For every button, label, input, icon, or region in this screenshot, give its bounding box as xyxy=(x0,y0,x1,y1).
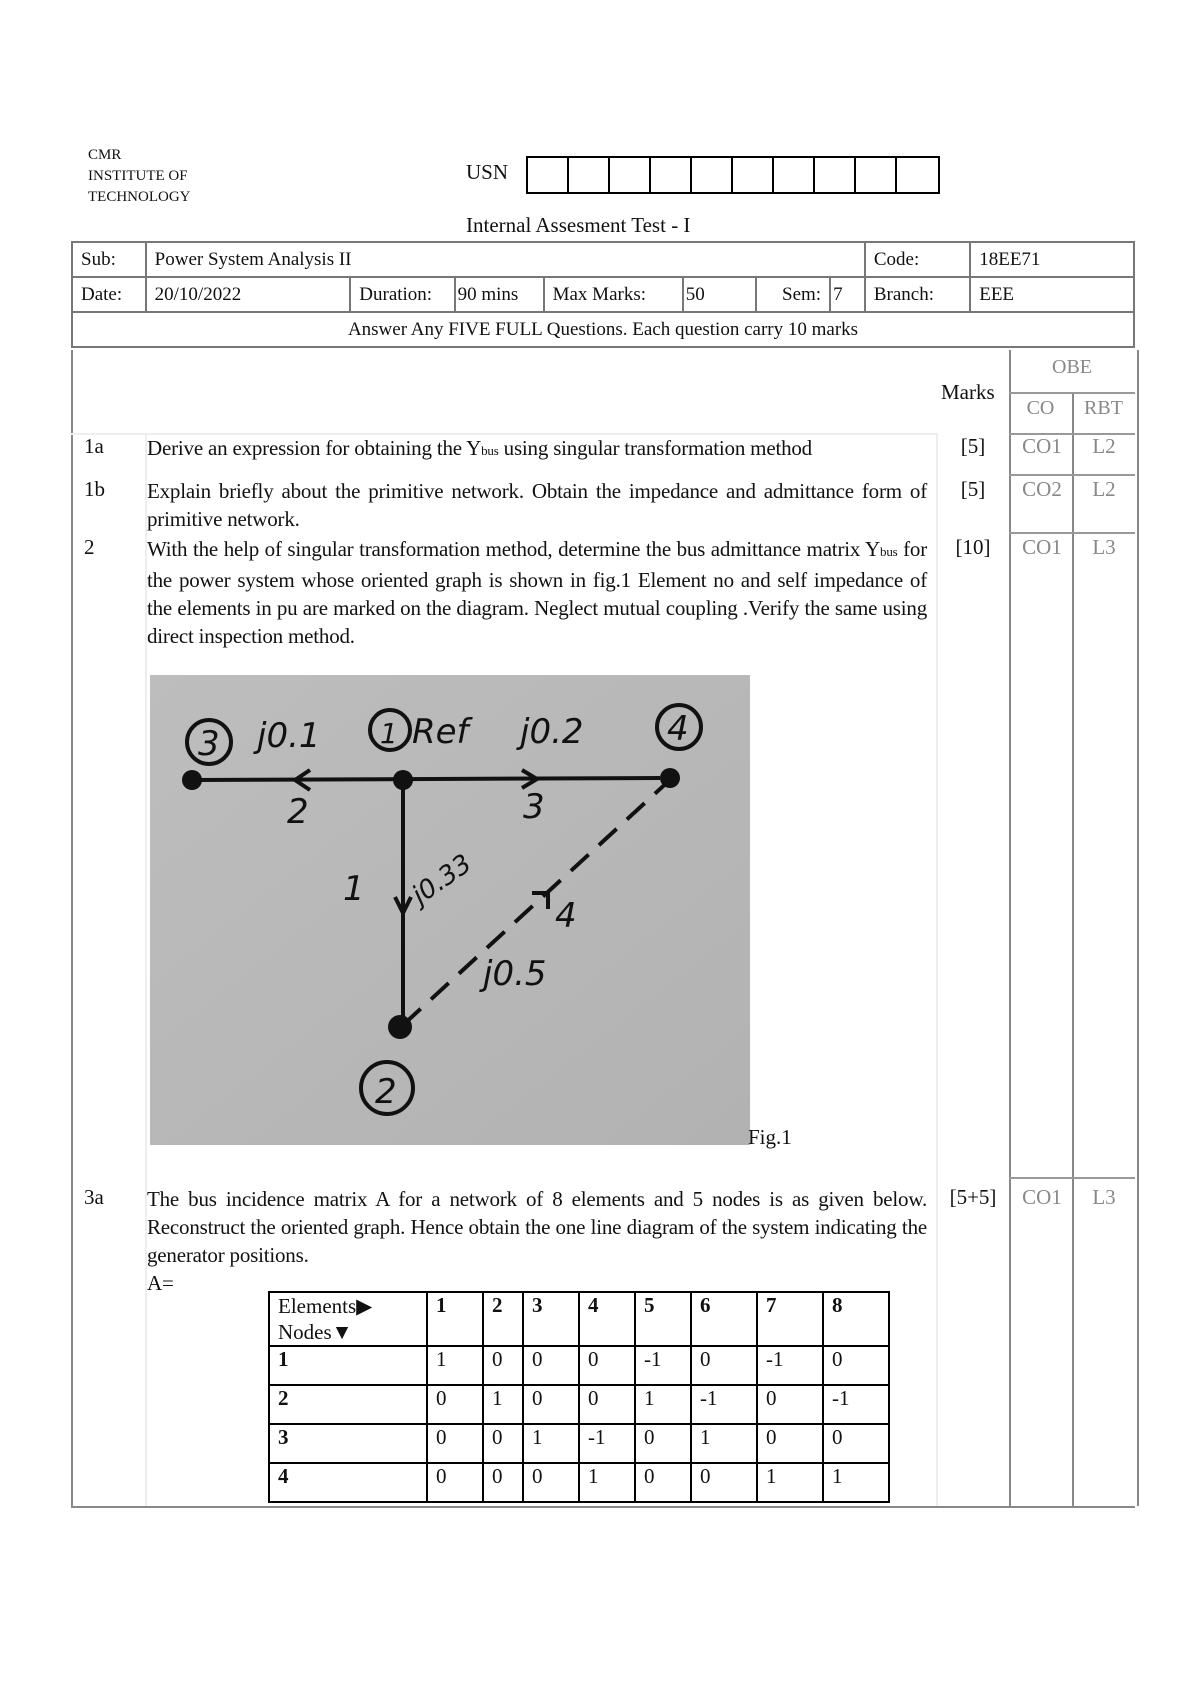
usn-box[interactable] xyxy=(692,158,733,192)
table-cell: 1 xyxy=(757,1463,823,1502)
table-cell: -1 xyxy=(691,1385,757,1424)
question-number: 3a xyxy=(84,1185,104,1209)
edge-label: j0.1 xyxy=(257,716,321,756)
usn-box[interactable] xyxy=(610,158,651,192)
table-cell: 1 xyxy=(823,1463,889,1502)
marks-header: Marks xyxy=(941,380,995,404)
co-header: CO xyxy=(1026,397,1055,419)
info-table xyxy=(71,241,1135,348)
question-number: 2 xyxy=(84,535,95,559)
obe-header: OBE xyxy=(1052,356,1092,378)
table-cell: 0 xyxy=(579,1346,635,1385)
table-cell: 0 xyxy=(483,1463,523,1502)
question-rbt: L2 xyxy=(1092,477,1116,501)
header-cell xyxy=(269,1292,427,1346)
table-cell: 0 xyxy=(483,1424,523,1463)
table-cell: 0 xyxy=(635,1463,691,1502)
marks-col-divider xyxy=(936,433,938,1506)
table-cell: -1 xyxy=(635,1346,691,1385)
row-node: 1 xyxy=(269,1346,427,1385)
row-node: 2 xyxy=(269,1385,427,1424)
duration-value: 90 mins xyxy=(455,277,544,312)
subscript: bus xyxy=(481,443,499,458)
usn-label: USN xyxy=(466,160,509,184)
usn-box[interactable] xyxy=(774,158,815,192)
usn-box[interactable] xyxy=(897,158,938,192)
sem-value: 7 xyxy=(830,277,865,312)
table-cell: 0 xyxy=(757,1424,823,1463)
question-marks: [5+5] xyxy=(949,1185,997,1209)
table-cell: 0 xyxy=(427,1385,483,1424)
question-text xyxy=(147,1185,927,1297)
edge-label: j0.33 xyxy=(406,848,478,911)
bus-3-dot xyxy=(182,770,202,790)
sem-label: Sem: xyxy=(756,277,830,312)
table-cell: 1 xyxy=(523,1424,579,1463)
node-label: 1 xyxy=(380,717,398,750)
element-number: 2 xyxy=(287,792,309,832)
column-header: 8 xyxy=(823,1292,889,1346)
question-text-part: A= xyxy=(147,1271,174,1295)
duration-label: Duration: xyxy=(350,277,454,312)
table-cell: 0 xyxy=(691,1346,757,1385)
question-co: CO1 xyxy=(1022,535,1062,559)
table-cell: 0 xyxy=(757,1385,823,1424)
table-cell: 1 xyxy=(579,1463,635,1502)
question-marks: [5] xyxy=(960,434,986,458)
usn-box[interactable] xyxy=(569,158,610,192)
question-rbt: L2 xyxy=(1092,434,1116,458)
row-node: 4 xyxy=(269,1463,427,1502)
element-number: 4 xyxy=(555,896,577,936)
table-cell: 0 xyxy=(691,1463,757,1502)
table-cell: 0 xyxy=(523,1463,579,1502)
code-label: Code: xyxy=(865,242,970,277)
table-cell: -1 xyxy=(757,1346,823,1385)
edge-label: j0.5 xyxy=(483,954,547,994)
obe-divider xyxy=(1009,392,1135,394)
table-cell: 0 xyxy=(523,1385,579,1424)
question-text xyxy=(147,535,927,650)
oriented-graph-svg xyxy=(150,675,750,1145)
bus-4-dot xyxy=(660,768,680,788)
institute-name xyxy=(88,145,288,208)
usn-box[interactable] xyxy=(651,158,692,192)
table-cell: 1 xyxy=(483,1385,523,1424)
max-marks-value: 50 xyxy=(683,277,757,312)
column-header: 1 xyxy=(427,1292,483,1346)
column-header: 4 xyxy=(579,1292,635,1346)
table-cell: 0 xyxy=(579,1385,635,1424)
column-header: 2 xyxy=(483,1292,523,1346)
usn-box[interactable] xyxy=(856,158,897,192)
table-cell: 1 xyxy=(427,1346,483,1385)
usn-boxes[interactable] xyxy=(526,156,940,194)
table-cell: 0 xyxy=(823,1424,889,1463)
usn-box[interactable] xyxy=(733,158,774,192)
table-cell: 0 xyxy=(483,1346,523,1385)
test-title: Internal Assesment Test - I xyxy=(466,213,691,237)
column-header: 3 xyxy=(523,1292,579,1346)
column-header: 7 xyxy=(757,1292,823,1346)
table-row xyxy=(269,1346,889,1385)
question-text xyxy=(147,434,927,465)
row-node: 3 xyxy=(269,1424,427,1463)
table-cell: 0 xyxy=(823,1346,889,1385)
column-header: 6 xyxy=(691,1292,757,1346)
question-number: 1a xyxy=(84,434,104,458)
rbt-header: RBT xyxy=(1084,397,1123,419)
element-number: 1 xyxy=(343,869,365,909)
question-co: CO2 xyxy=(1022,477,1062,501)
table-cell: 0 xyxy=(523,1346,579,1385)
branch-value: EEE xyxy=(970,277,1134,312)
obe-left-border xyxy=(1009,350,1011,1506)
table-cell: 0 xyxy=(427,1463,483,1502)
question-marks: [5] xyxy=(960,477,986,501)
question-text-part: for the power system whose oriented graph is shown in fig.1 Element no and self impedance of the elements in pu are marked on the diagram. Neglect mutual coupling .Verify the same using direct inspection method. xyxy=(147,537,928,648)
institute-line: CMR xyxy=(88,147,122,163)
question-co: CO1 xyxy=(1022,434,1062,458)
date-label: Date: xyxy=(72,277,146,312)
sub-label: Sub: xyxy=(72,242,146,277)
incidence-matrix-table xyxy=(268,1291,890,1503)
question-text-part: With the help of singular transformation method, determine the bus admittance matrix Y xyxy=(147,537,881,561)
table-header-row xyxy=(269,1292,889,1346)
question-rbt: L3 xyxy=(1092,535,1116,559)
code-value: 18EE71 xyxy=(970,242,1134,277)
sub-value: Power System Analysis II xyxy=(146,242,865,277)
table-cell: 0 xyxy=(427,1424,483,1463)
question-rbt: L3 xyxy=(1092,1185,1116,1209)
question-text: Explain briefly about the primitive network. Obtain the impedance and admittance form of primitive network. xyxy=(147,479,927,531)
node-label: Ref xyxy=(412,712,469,752)
co-row-divider xyxy=(1009,474,1135,476)
co-row-divider xyxy=(1009,1177,1135,1179)
institute-line: INSTITUTE OF xyxy=(88,168,188,184)
co-row-divider xyxy=(1009,532,1135,534)
branch-label: Branch: xyxy=(865,277,970,312)
instructions: Answer Any FIVE FULL Questions. Each question carry 10 marks xyxy=(72,312,1134,347)
table-cell: -1 xyxy=(579,1424,635,1463)
oriented-graph-figure xyxy=(150,675,750,1145)
figure-caption: Fig.1 xyxy=(748,1125,792,1149)
edge-2-3 xyxy=(192,778,660,780)
frame-bottom xyxy=(71,1506,1135,1508)
question-text-part: The bus incidence matrix A for a network of 8 elements and 5 nodes is as given below. Reconstruct the oriented graph. Hence obtain the one line diagram of the system indicating the generator positions. xyxy=(147,1187,927,1267)
element-number: 3 xyxy=(523,787,545,827)
node-label: 3 xyxy=(198,724,220,764)
node-label: 4 xyxy=(667,709,689,749)
question-text-part: using singular transformation method xyxy=(498,436,812,460)
table-row xyxy=(269,1463,889,1502)
edge-label: j0.2 xyxy=(520,712,584,752)
table-cell: -1 xyxy=(823,1385,889,1424)
table-row xyxy=(269,1385,889,1424)
bus-1-dot xyxy=(393,770,413,790)
table-row xyxy=(269,1424,889,1463)
date-value: 20/10/2022 xyxy=(146,277,351,312)
max-marks-label: Max Marks: xyxy=(544,277,683,312)
subscript: bus xyxy=(880,544,898,559)
question-number: 1b xyxy=(84,477,105,501)
usn-box[interactable] xyxy=(528,158,569,192)
table-cell: 1 xyxy=(691,1424,757,1463)
table-cell: 0 xyxy=(635,1424,691,1463)
bus-2-dot xyxy=(388,1015,412,1039)
question-co: CO1 xyxy=(1022,1185,1062,1209)
node-label: 2 xyxy=(375,1072,397,1112)
column-header: 5 xyxy=(635,1292,691,1346)
header-nodes: Nodes▼ xyxy=(278,1320,353,1344)
institute-line: TECHNOLOGY xyxy=(88,189,191,205)
usn-box[interactable] xyxy=(815,158,856,192)
table-cell: 1 xyxy=(635,1385,691,1424)
question-text-part: Derive an expression for obtaining the Y xyxy=(147,436,482,460)
question-marks: [10] xyxy=(955,535,991,559)
header-elements: Elements▶ xyxy=(278,1294,373,1318)
